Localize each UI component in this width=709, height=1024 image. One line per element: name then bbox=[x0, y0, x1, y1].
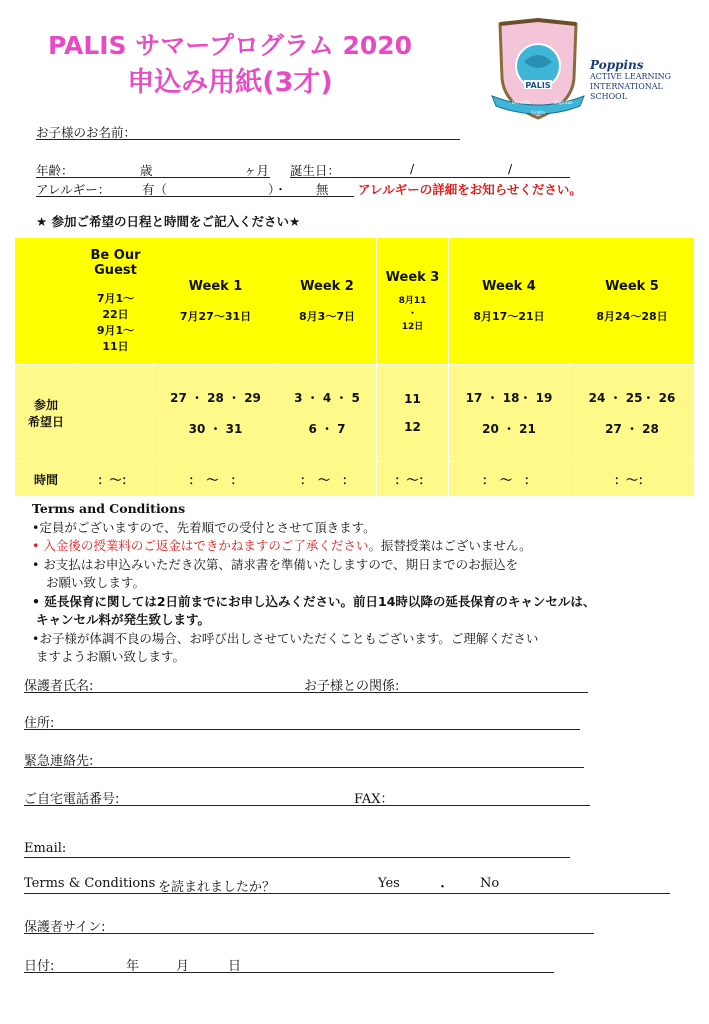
terms-line1: •定員がございますので、先着順での受付とさせて頂きます。 bbox=[32, 519, 376, 535]
week2-days-b[interactable]: 6 ・ 7 bbox=[308, 422, 346, 436]
emergency-label: 緊急連絡先: bbox=[24, 754, 94, 769]
guardian-name-field[interactable] bbox=[24, 692, 588, 693]
brand-line2: INTERNATIONAL SCHOOL bbox=[590, 82, 663, 101]
week5-days-a[interactable]: 24 ・ 25・ 26 bbox=[588, 391, 676, 405]
week3-date-sep: ・ bbox=[407, 309, 417, 319]
week1-days-a[interactable]: 27 ・ 28 ・ 29 bbox=[170, 391, 261, 405]
terms-refund-warning: • 入金後の授業料のご返金はできかねますのご了承ください bbox=[32, 538, 369, 553]
week1-title: Week 1 bbox=[188, 278, 243, 294]
terms-line4a: • 延長保育に関しては2日前までにお申し込みください。前日14時以降の延長保育のキャンセルは、 bbox=[32, 593, 596, 609]
birthday-slash-2: / bbox=[508, 161, 513, 176]
address-label: 住所: bbox=[24, 716, 55, 731]
days-label-line1: 参加 bbox=[33, 398, 58, 412]
fax-label: FAX： bbox=[354, 792, 394, 807]
time-week1-cell[interactable]: ： 〜 ： bbox=[154, 462, 278, 497]
school-brand bbox=[590, 58, 702, 102]
time-week5-cell[interactable]: ：〜： bbox=[570, 462, 695, 497]
header-week3 bbox=[377, 238, 449, 365]
week1-days-b[interactable]: 30 ・ 31 bbox=[188, 422, 243, 436]
age-field[interactable] bbox=[36, 177, 270, 178]
schedule-table bbox=[14, 237, 695, 497]
allergy-note: アレルギーの詳細をお知らせください。 bbox=[358, 182, 582, 197]
address-field[interactable] bbox=[24, 729, 580, 730]
palis-crest-logo bbox=[488, 18, 588, 124]
week3-days-b[interactable]: 12 bbox=[404, 420, 421, 434]
time-week4-cell[interactable]: ： 〜 ： bbox=[449, 462, 570, 497]
date-label: 日付: bbox=[24, 959, 55, 974]
terms-section bbox=[32, 500, 672, 667]
week5-title: Week 5 bbox=[605, 278, 659, 294]
week3-date-1: 8月11 bbox=[398, 296, 427, 306]
age-years-unit: 歳 bbox=[140, 163, 153, 178]
terms-line4b: キャンセル料が発生致します。 bbox=[36, 612, 211, 627]
brand-line1: ACTIVE LEARNING bbox=[590, 72, 672, 81]
child-name-field[interactable] bbox=[36, 139, 460, 140]
allergy-close: ）・ bbox=[268, 182, 287, 197]
terms-question-jp: を読まれましたか？ bbox=[158, 880, 276, 895]
terms-line5a: •お子様が体調不良の場合、お呼び出しさせていただくこともございます。ご理解ください bbox=[32, 630, 539, 646]
days-label-line2: 希望日 bbox=[27, 415, 64, 429]
time-week3-cell[interactable]: ：〜： bbox=[377, 462, 449, 497]
allergy-label: アレルギー： bbox=[36, 182, 111, 197]
logo-ribbon-bottom: Gratia bbox=[531, 111, 545, 116]
date-day-unit: 日 bbox=[228, 959, 242, 974]
header-be-our-guest bbox=[78, 238, 154, 365]
days-week5-cell[interactable] bbox=[570, 365, 695, 462]
form-title-line1: PALIS サマープログラム 2020 bbox=[47, 31, 413, 60]
yes-no-separator: ・ bbox=[436, 880, 450, 895]
signature-field[interactable] bbox=[24, 933, 594, 934]
week4-days-a[interactable]: 17 ・ 18・ 19 bbox=[465, 391, 553, 405]
schedule-header-row bbox=[15, 238, 695, 365]
relation-label: お子様との関係: bbox=[304, 679, 400, 694]
brand-name: Poppins bbox=[590, 58, 644, 72]
birthday-slash-1: / bbox=[410, 161, 415, 176]
week4-title: Week 4 bbox=[482, 278, 536, 294]
days-bog-cell[interactable] bbox=[78, 365, 154, 462]
date-field[interactable] bbox=[24, 972, 554, 973]
week5-dates: 8月24～28日 bbox=[596, 309, 668, 323]
bog-title: Be Our Guest bbox=[90, 248, 141, 278]
allergy-no: 無 bbox=[316, 182, 329, 197]
bog-date-3: 9月1～ bbox=[96, 324, 135, 337]
bog-date-4: 11日 bbox=[102, 340, 129, 353]
schedule-days-row bbox=[15, 365, 695, 462]
days-week3-cell[interactable] bbox=[377, 365, 449, 462]
bog-date-2: 22日 bbox=[102, 308, 129, 321]
date-month-unit: 月 bbox=[176, 959, 190, 974]
time-row-label: 時間 bbox=[15, 462, 78, 497]
terms-heading: Terms and Conditions bbox=[32, 501, 186, 516]
no-option[interactable]: No bbox=[480, 876, 500, 891]
week4-dates: 8月17～21日 bbox=[473, 309, 545, 323]
schedule-instruction: ★ 参加ご希望の日程と時間をご記入ください★ bbox=[36, 214, 301, 229]
week4-days-b[interactable]: 20 ・ 21 bbox=[482, 422, 536, 436]
week3-date-2: 12日 bbox=[401, 322, 424, 332]
form-title-line2: 申込み用紙(3才) bbox=[127, 67, 333, 98]
emergency-field[interactable] bbox=[24, 767, 584, 768]
logo-ribbon-left: Benefits bbox=[512, 101, 531, 106]
phone-fax-field[interactable] bbox=[24, 805, 590, 806]
time-week2-cell[interactable]: ： 〜 ： bbox=[278, 462, 377, 497]
date-year-unit: 年 bbox=[126, 959, 140, 974]
bog-date-1: 7月1～ bbox=[96, 292, 135, 305]
days-week1-cell[interactable] bbox=[154, 365, 278, 462]
terms-question-en: Terms & Conditions bbox=[24, 876, 156, 891]
birthday-label: 誕生日： bbox=[290, 163, 341, 178]
week2-dates: 8月3～7日 bbox=[299, 309, 355, 323]
age-label: 年齢： bbox=[36, 163, 74, 178]
days-week4-cell[interactable] bbox=[449, 365, 570, 462]
birthday-field[interactable] bbox=[290, 177, 570, 178]
terms-line2-rest: 。振替授業はございません。 bbox=[368, 538, 532, 553]
terms-line2 bbox=[32, 537, 672, 556]
email-field[interactable] bbox=[24, 857, 570, 858]
phone-label: ご自宅電話番号: bbox=[24, 792, 120, 807]
week3-days-a[interactable]: 11 bbox=[404, 392, 421, 406]
guardian-name-label: 保護者氏名: bbox=[24, 679, 94, 694]
schedule-time-row bbox=[15, 462, 695, 497]
header-week1 bbox=[154, 238, 278, 365]
time-bog-cell[interactable]: ：～： bbox=[78, 462, 154, 497]
yes-option[interactable]: Yes bbox=[378, 876, 400, 891]
week5-days-b[interactable]: 27 ・ 28 bbox=[605, 422, 659, 436]
child-name-label: お子様のお名前： bbox=[36, 125, 137, 140]
terms-line5b: ますようお願い致します。 bbox=[36, 649, 186, 664]
week2-days-a[interactable]: 3 ・ 4 ・ 5 bbox=[294, 391, 360, 405]
allergy-yes: 有（ bbox=[142, 182, 168, 197]
logo-name: PALIS bbox=[525, 81, 551, 90]
terms-line3b: お願い致します。 bbox=[46, 575, 146, 590]
age-months-unit: ヶ月 bbox=[244, 163, 270, 178]
terms-answer-line bbox=[24, 893, 670, 894]
week1-dates: 7月27～31日 bbox=[179, 309, 252, 323]
days-week2-cell[interactable] bbox=[278, 365, 377, 462]
header-week2 bbox=[278, 238, 377, 365]
signature-label: 保護者サイン: bbox=[24, 920, 106, 935]
week3-title: Week 3 bbox=[385, 270, 440, 285]
days-row-label bbox=[15, 365, 78, 462]
allergy-field[interactable] bbox=[36, 196, 354, 197]
logo-ribbon-right: Dignitas bbox=[554, 101, 573, 106]
header-week4 bbox=[449, 238, 570, 365]
terms-line3a: • お支払はお申込みいただき次第、請求書を準備いたしますので、期日までのお振込を bbox=[32, 556, 519, 572]
header-week5 bbox=[570, 238, 695, 365]
header-empty-cell bbox=[15, 238, 78, 365]
email-label: Email: bbox=[24, 841, 67, 856]
week2-title: Week 2 bbox=[300, 278, 354, 294]
